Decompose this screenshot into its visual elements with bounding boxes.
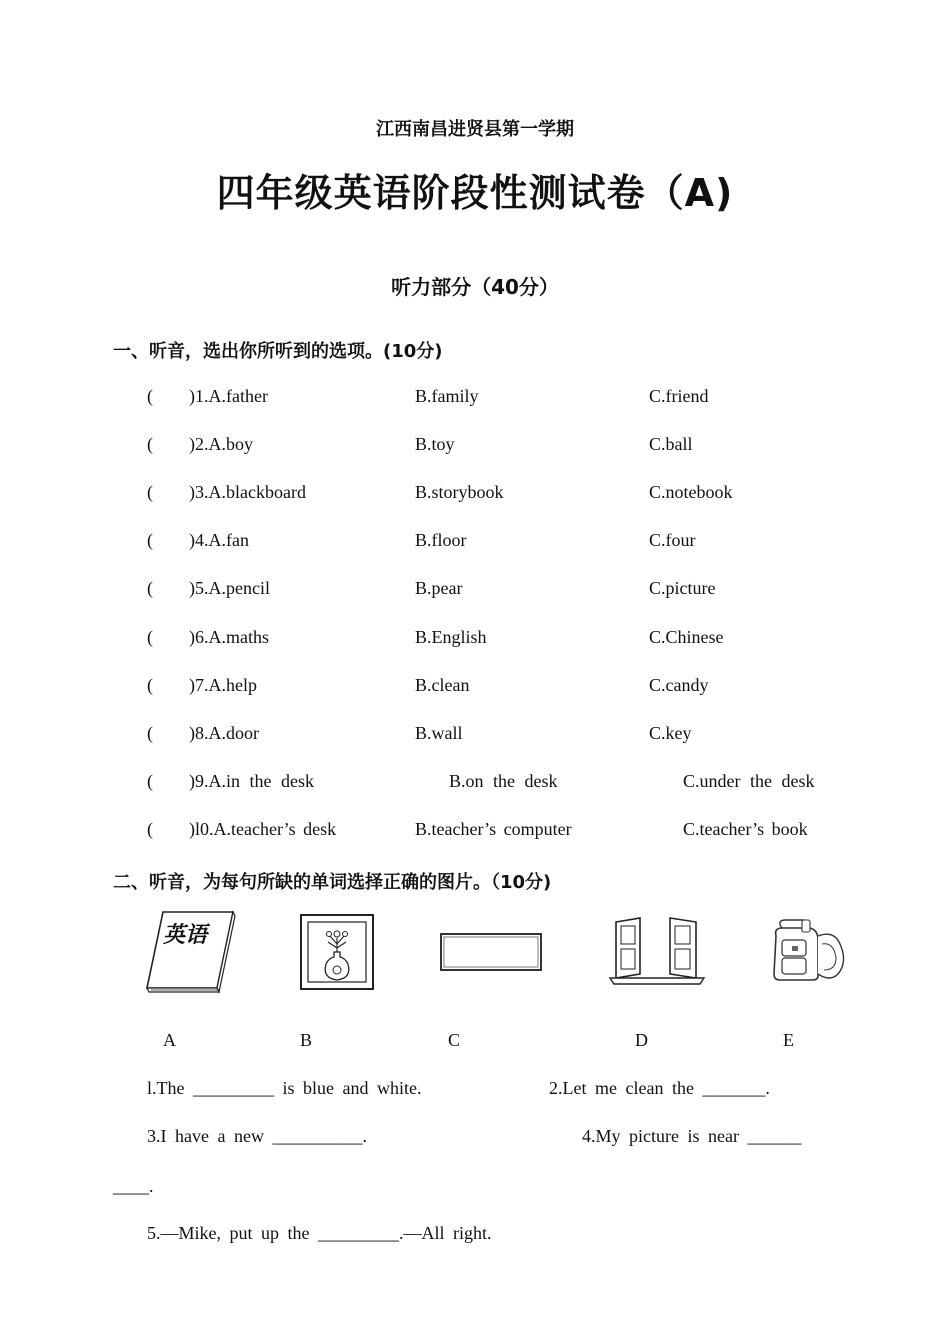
book-cover-text: 英语: [163, 923, 208, 948]
sentence-3: 3.I have a new __________.: [147, 1126, 367, 1146]
option-a: )3.A.blackboard: [189, 482, 306, 502]
option-a: )4.A.fan: [189, 530, 249, 550]
picture-label-d: D: [635, 1030, 648, 1050]
part1-heading: 一、听音，选出你所听到的选项。(10分): [113, 341, 443, 362]
answer-paren: (: [147, 675, 153, 695]
framed-picture-icon: [298, 912, 376, 992]
option-a: )l0.A.teacher’s desk: [189, 819, 337, 839]
option-b: B.pear: [415, 578, 463, 598]
sentence-4: 4.My picture is near ______: [582, 1126, 802, 1146]
answer-paren: (: [147, 723, 153, 743]
option-b: B.toy: [415, 434, 455, 454]
picture-frame-picture: [298, 912, 376, 992]
picture-label-a: A: [163, 1030, 176, 1050]
option-b: B.storybook: [415, 482, 504, 502]
option-b: B.teacher’s computer: [415, 819, 572, 839]
sentence-5: 5.—Mike, put up the _________.—All right.: [147, 1223, 492, 1243]
option-b: B.on the desk: [449, 771, 558, 791]
answer-paren: (: [147, 819, 153, 839]
option-c: C.key: [649, 723, 692, 743]
option-c: C.Chinese: [649, 627, 724, 647]
option-c: C.four: [649, 530, 696, 550]
sentence-4-continued: ____.: [113, 1176, 154, 1196]
option-a: )8.A.door: [189, 723, 259, 743]
option-a: )2.A.boy: [189, 434, 253, 454]
exam-subtitle: 江西南昌进贤县第一学期: [376, 119, 574, 140]
part2-heading: 二、听音，为每句所缺的单词选择正确的图片。（10分): [113, 872, 552, 893]
option-a: )1.A.father: [189, 386, 268, 406]
option-c: C.notebook: [649, 482, 733, 502]
option-c: C.ball: [649, 434, 693, 454]
answer-paren: (: [147, 771, 153, 791]
option-b: B.wall: [415, 723, 463, 743]
exam-title: 四年级英语阶段性测试卷（A): [216, 171, 734, 215]
window-picture: [608, 916, 706, 986]
section-heading: 听力部分（40分）: [391, 275, 559, 299]
picture-label-e: E: [783, 1030, 794, 1050]
option-b: B.English: [415, 627, 487, 647]
option-c: C.candy: [649, 675, 709, 695]
option-c: C.teacher’s book: [683, 819, 808, 839]
answer-paren: (: [147, 386, 153, 406]
picture-label-c: C: [448, 1030, 461, 1050]
sentence-2: 2.Let me clean the _______.: [549, 1078, 770, 1098]
picture-label-b: B: [300, 1030, 313, 1050]
option-b: B.floor: [415, 530, 467, 550]
option-b: B.clean: [415, 675, 470, 695]
answer-paren: (: [147, 482, 153, 502]
schoolbag-icon: [768, 914, 850, 986]
english-book-picture: [143, 908, 238, 996]
option-a: )9.A.in the desk: [189, 771, 314, 791]
blackboard-picture: [438, 928, 544, 974]
option-a: )7.A.help: [189, 675, 257, 695]
answer-paren: (: [147, 434, 153, 454]
book-icon: [143, 908, 238, 996]
option-a: )6.A.maths: [189, 627, 269, 647]
answer-paren: (: [147, 578, 153, 598]
option-b: B.family: [415, 386, 479, 406]
schoolbag-picture: [768, 914, 850, 986]
option-a: )5.A.pencil: [189, 578, 270, 598]
option-c: C.picture: [649, 578, 716, 598]
window-icon: [608, 916, 706, 986]
option-c: C.under the desk: [683, 771, 815, 791]
answer-paren: (: [147, 530, 153, 550]
sentence-1: l.The _________ is blue and white.: [147, 1078, 422, 1098]
option-c: C.friend: [649, 386, 709, 406]
blackboard-icon: [438, 928, 544, 974]
answer-paren: (: [147, 627, 153, 647]
